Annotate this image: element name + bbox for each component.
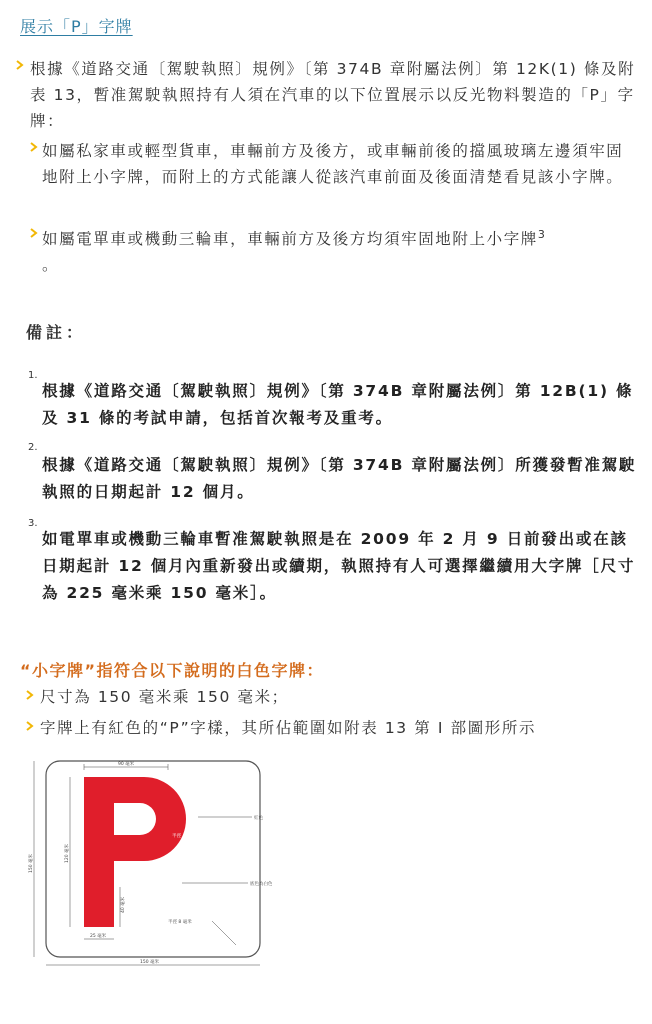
note-text: 根據《道路交通〔駕駛執照〕規例》〔第 374B 章附屬法例〕所獲發暫准駕駛執照的日期起計 12 個月。	[42, 456, 637, 501]
p-plate-diagram	[22, 755, 272, 975]
list-item-text: 如屬電單車或機動三輪車，車輛前方及後方均須牢固地附上小字牌	[42, 230, 538, 249]
footnote-ref[interactable]: 3	[537, 228, 547, 241]
note-text: 根據《道路交通〔駕駛執照〕規例》〔第 374B 章附屬法例〕第 12B(1) 條及 31 條的考試申請，包括首次報考及重考。	[42, 382, 634, 427]
chevron-right-icon	[26, 721, 36, 731]
list-item	[42, 222, 642, 278]
chevron-right-icon	[30, 228, 40, 238]
label-p-height: 120 毫米	[65, 843, 70, 863]
note-number: 1.	[28, 370, 38, 381]
label-red: 紅色	[254, 816, 263, 821]
note-number: 2.	[28, 442, 38, 453]
label-inner-height: 40 毫米	[121, 896, 126, 913]
list-item: 如屬私家車或輕型貨車，車輛前方及後方，或車輛前後的擋風玻璃左邊須牢固地附上小字牌，而附上的方式能讓人從該汽車前面及後面清楚看見該小字牌。	[42, 142, 624, 186]
chevron-right-icon	[26, 690, 36, 700]
label-white-bg: 底色為白色	[250, 882, 272, 887]
chevron-right-icon	[16, 60, 26, 70]
remarks-title: 備註：	[26, 323, 87, 342]
list-item: 尺寸為 150 毫米乘 150 毫米；	[40, 688, 289, 706]
label-left-height: 150 毫米	[29, 853, 34, 873]
chevron-right-icon	[30, 142, 40, 152]
list-item: 字牌上有紅色的“P”字樣，其所佔範圍如附表 13 第 I 部圖形所示	[40, 719, 537, 737]
label-bottom-width: 150 毫米	[140, 960, 160, 965]
label-top-width: 90 毫米	[118, 762, 135, 767]
label-outer-radius: 半徑 40 毫米	[172, 834, 199, 839]
small-plate-heading: “小字牌”指符合以下說明的白色字牌：	[20, 661, 325, 680]
note-text: 如電單車或機動三輪車暫准駕駛執照是在 2009 年 2 月 9 日前發出或在該日期起計 12 個月內重新發出或續期，執照持有人可選擇繼續用大字牌［尺寸為 225 毫米乘 150 毫米］。	[42, 530, 636, 602]
label-radius: 半徑 8 毫米	[168, 920, 192, 925]
label-stem-width: 25 毫米	[90, 934, 107, 939]
list-item-tail: 。	[42, 256, 60, 275]
intro-text: 根據《道路交通〔駕駛執照〕規例》〔第 374B 章附屬法例〕第 12K(1) 條及附表 13，暫准駕駛執照持有人須在汽車的以下位置展示以反光物料製造的「P」字牌：	[30, 60, 636, 130]
section-title: 展示「P」字牌	[20, 17, 133, 36]
note-number: 3.	[28, 518, 38, 529]
label-inner-radius: 半徑 15 毫米	[122, 824, 149, 829]
